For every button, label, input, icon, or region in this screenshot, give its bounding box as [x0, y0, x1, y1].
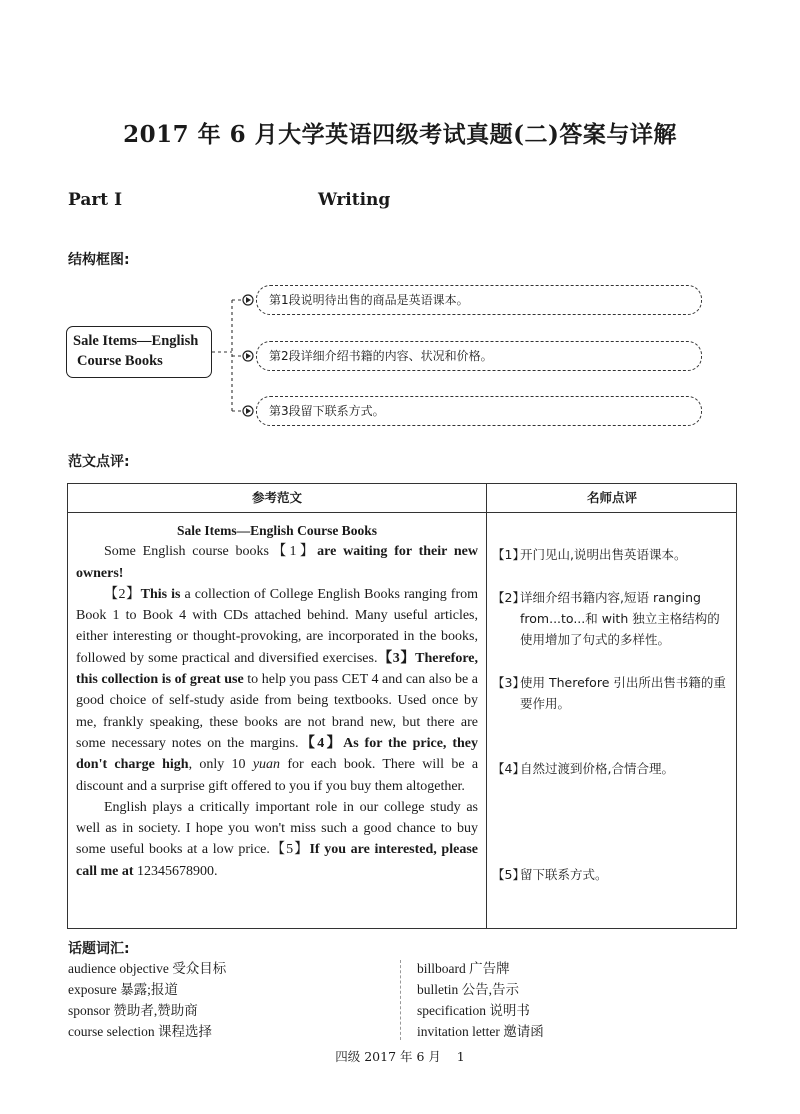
marker-5: 【5】	[269, 842, 310, 858]
vocab-item: bulletin 公告,告示	[417, 982, 519, 997]
comment-5: 【5】 留下联系方式。	[492, 867, 608, 882]
marker-1: 【1】	[269, 544, 318, 560]
table-header-row	[68, 484, 736, 513]
page-footer: 四级 2017 年 6 月 1	[335, 1049, 465, 1064]
marker-4: 【4】	[298, 735, 344, 751]
root-topic-box	[66, 326, 212, 378]
vocab-divider	[400, 960, 401, 1040]
comment-2: 【2】 详细介绍书籍内容,短语 ranging from...to...和 with 独立主格结构的使用增加了句式的多样性。	[492, 590, 720, 647]
column-divider	[486, 484, 487, 928]
structure-heading: 结构框图:	[68, 252, 130, 268]
root-topic-line-1: Sale Items—English	[73, 333, 199, 349]
marker-3: 【3】	[377, 650, 416, 666]
highlight-5: If you are interested, please call me at	[76, 842, 478, 879]
part-label: Part Ⅰ	[68, 190, 123, 210]
yuan-text: yuan	[252, 757, 281, 773]
vocab-item: invitation letter 邀请函	[417, 1024, 544, 1039]
vocab-item: sponsor 赞助者,赞助商	[68, 1003, 198, 1018]
branch-2: 第2段详细介绍书籍的内容、状况和价格。	[256, 341, 702, 371]
root-topic-line-2: Course Books	[77, 353, 163, 369]
page-title: 2017 年 6 月大学英语四级考试真题(二)答案与详解	[123, 121, 677, 148]
col-header-essay: 参考范文	[251, 490, 302, 505]
col-header-comment: 名师点评	[586, 490, 637, 505]
highlight-2: This is	[140, 586, 181, 602]
sample-essay	[76, 520, 478, 882]
review-heading: 范文点评:	[68, 454, 130, 470]
branch-3: 第3段留下联系方式。	[256, 396, 702, 426]
vocab-item: audience objective 受众目标	[68, 961, 227, 976]
part-title: Writing	[318, 190, 391, 210]
comment-4: 【4】 自然过渡到价格,合情合理。	[492, 761, 674, 776]
vocab-item: billboard 广告牌	[417, 961, 510, 976]
essay-title: Sale Items—English Course Books	[177, 523, 377, 538]
vocab-list-right	[417, 958, 544, 1042]
essay-paragraph-2: 【2】This is a collection of College English Books ranging from Book 1 to Book 4 with CDs attached behind. Many useful articles, either interesting or thought-provoking, are incorporated in the books, followed by some practical and diversified exercises.【3】Therefore, this collection is of great use to help you pass CET 4 and can also be a good choice of self-study aside from being textbooks. Used once by me, frankly speaking, these books are not brand new, but there are some necessary notes on the margins.【4】As for the price, they don't charge high, only 10 yuan for each book. There will be a discount and a surprise gift offered to you if you buy them altogether.	[76, 586, 479, 794]
essay-paragraph-3: English plays a critically important role in our college study as well as in society. I hope you won't miss such a good chance to buy some useful books at a low price.【5】If you are interested, please call me at 12345678900.	[76, 799, 478, 879]
vocab-list-left	[68, 958, 226, 1042]
review-table	[67, 483, 737, 929]
comment-1: 【1】 开门见山,说明出售英语课本。	[492, 547, 687, 562]
essay-paragraph-1: Some English course books【1】are waiting for their new owners!	[76, 544, 479, 581]
branch-1: 第1段说明待出售的商品是英语课本。	[256, 285, 702, 315]
highlight-1: are waiting for their new owners!	[76, 544, 479, 581]
vocab-item: specification 说明书	[417, 1003, 530, 1018]
vocab-item: course selection 课程选择	[68, 1024, 212, 1039]
marker-2: 【2】	[104, 586, 141, 602]
vocab-item: exposure 暴露;报道	[68, 982, 178, 997]
highlight-3: Therefore, this collection is of great use	[76, 650, 479, 688]
highlight-4: As for the price, they don't charge high	[76, 735, 478, 773]
vocab-heading: 话题词汇:	[68, 941, 130, 957]
phone-number: 12345678900.	[137, 863, 218, 879]
comment-3: 【3】 使用 Therefore 引出所出售书籍的重要作用。	[492, 675, 726, 711]
structure-diagram	[66, 270, 746, 440]
